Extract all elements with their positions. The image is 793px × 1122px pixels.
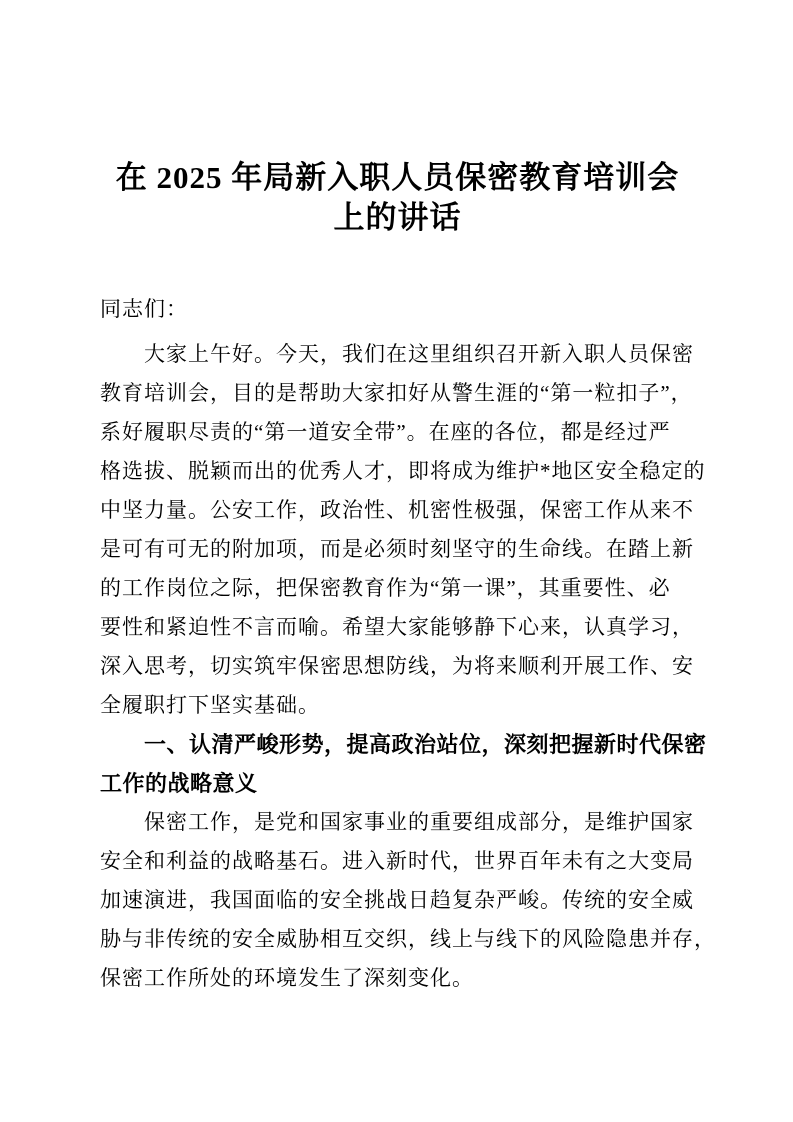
para1-line-7: 的工作岗位之际，把保密教育作为“第一课”，其重要性、必 — [100, 576, 671, 600]
para1-line-6: 是可有可无的附加项，而是必须时刻坚守的生命线。在踏上新 — [100, 537, 694, 561]
para2-line-1: 保密工作，是党和国家事业的重要组成部分，是维护国家 — [144, 810, 694, 834]
salutation: 同志们： — [100, 297, 188, 321]
paragraph-2 — [100, 803, 716, 998]
para1-line-2: 教育培训会，目的是帮助大家扣好从警生涯的“第一粒扣子”， — [100, 381, 693, 405]
para1-line-3: 系好履职尽责的“第一道安全带”。在座的各位，都是经过严 — [100, 420, 671, 444]
para1-line-4: 格选拔、脱颖而出的优秀人才，即将成为维护*地区安全稳定的 — [100, 459, 706, 483]
para1-line-1: 大家上午好。今天，我们在这里组织召开新入职人员保密 — [144, 342, 694, 366]
para2-line-5: 保密工作所处的环境发生了深刻变化。 — [100, 966, 474, 990]
heading1-line-1: 一、认清严峻形势，提高政治站位，深刻把握新时代保密 — [144, 732, 707, 757]
para2-line-4: 胁与非传统的安全威胁相互交织，线上与线下的风险隐患并存， — [100, 927, 716, 951]
title-line-1: 在 2025 年局新入职人员保密教育培训会 — [115, 160, 680, 195]
para1-line-8: 要性和紧迫性不言而喻。希望大家能够静下心来，认真学习， — [100, 615, 694, 639]
para1-line-5: 中坚力量。公安工作，政治性、机密性极强，保密工作从来不 — [100, 498, 694, 522]
document-title — [100, 0, 695, 238]
para2-line-2: 安全和利益的战略基石。进入新时代，世界百年未有之大变局 — [100, 849, 694, 873]
title-line-2: 上的讲话 — [333, 200, 462, 235]
para2-line-3: 加速演进，我国面临的安全挑战日趋复杂严峻。传统的安全威 — [100, 888, 694, 912]
heading1-line-2: 工作的战略意义 — [100, 771, 258, 796]
para1-line-10: 全履职打下坚实基础。 — [100, 693, 320, 717]
para1-line-9: 深入思考，切实筑牢保密思想防线，为将来顺利开展工作、安 — [100, 654, 694, 678]
paragraph-1 — [100, 335, 706, 725]
salutation-block — [100, 290, 695, 329]
section-heading-1 — [100, 725, 707, 803]
